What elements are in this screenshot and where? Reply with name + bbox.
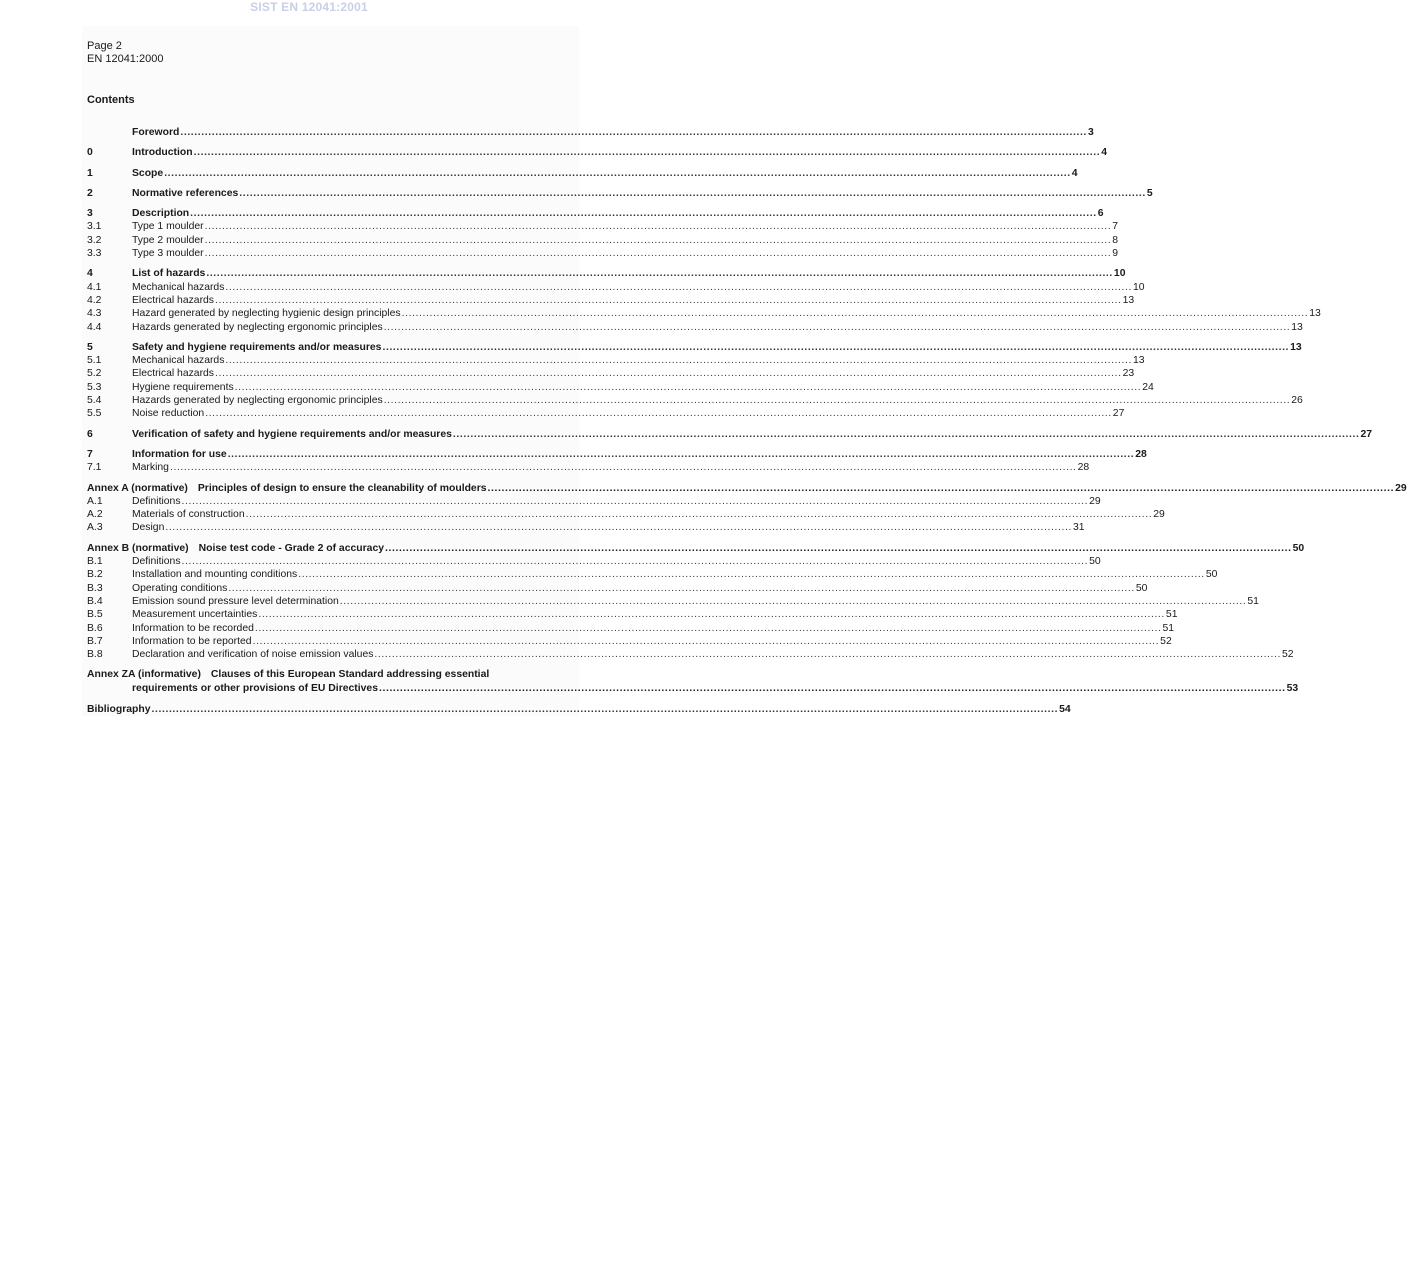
toc-entry[interactable]	[87, 582, 1148, 595]
toc-entry-title: List of hazards	[132, 268, 206, 280]
annex-heading-line	[87, 668, 570, 682]
toc-entry-number: A.2	[87, 509, 103, 521]
toc-entry-number: 3	[87, 208, 93, 220]
toc-entry-title: Information to be reported	[132, 635, 252, 647]
toc-entry[interactable]	[87, 234, 1118, 247]
toc-entry-title: Information for use	[132, 448, 227, 460]
toc-entry-title: Description	[132, 208, 190, 220]
toc-entry-page: 13	[1309, 308, 1321, 320]
toc-entry[interactable]	[87, 568, 1218, 581]
toc-entry-title: Electrical hazards	[132, 368, 215, 380]
annex-heading-line	[87, 682, 1299, 696]
toc-entry-number: 4.3	[87, 308, 102, 320]
annex-label: Annex B (normative)	[87, 542, 189, 554]
annex-heading[interactable]	[87, 668, 1299, 696]
dot-leader: ....................................................................................................................................................................................................................................................................	[339, 595, 1247, 607]
toc-entry[interactable]	[87, 394, 1303, 407]
toc-entry-title: Type 1 moulder	[132, 221, 204, 233]
page-header	[87, 40, 163, 66]
dot-leader: ....................................................................................................................................................................................................................................................................	[215, 294, 1122, 306]
dot-leader: ....................................................................................................................................................................................................................................................................	[385, 542, 1292, 554]
toc-entry-title: Design	[132, 522, 165, 534]
toc-entry-title: Bibliography	[87, 704, 151, 716]
toc-entry-page: 4	[1101, 147, 1107, 159]
toc-entry-page: 50	[1205, 569, 1218, 581]
toc-entry-number: 7.1	[87, 462, 102, 474]
annex-heading[interactable]	[87, 482, 1407, 495]
toc-entry[interactable]	[87, 407, 1125, 420]
toc-entry-page: 8	[1112, 234, 1118, 246]
toc-entry[interactable]	[87, 495, 1101, 508]
toc-entry-title: Noise reduction	[132, 408, 205, 420]
toc-entry-page: 6	[1097, 208, 1104, 220]
toc-entry[interactable]	[87, 307, 1321, 320]
toc-entry-title: Information to be recorded	[132, 622, 254, 634]
toc-entry[interactable]	[87, 294, 1135, 307]
dot-leader: ....................................................................................................................................................................................................................................................................	[254, 622, 1162, 634]
dot-leader: ....................................................................................................................................................................................................................................................................	[164, 167, 1071, 179]
toc-entry-title: Normative references	[132, 187, 239, 199]
toc-entry-title: Declaration and verification of noise emission values	[132, 649, 374, 661]
dot-leader: ....................................................................................................................................................................................................................................................................	[180, 127, 1087, 138]
toc-entry-number: 5.2	[87, 368, 102, 380]
toc-entry-page: 10	[1113, 268, 1126, 280]
toc-entry-title: Hygiene requirements	[132, 381, 234, 393]
dot-leader: ....................................................................................................................................................................................................................................................................	[452, 428, 1360, 440]
toc-entry-page: 54	[1059, 704, 1071, 716]
toc-entry-page: 10	[1133, 281, 1145, 293]
toc-entry-number: 1	[87, 167, 93, 179]
toc-entry-page: 5	[1146, 187, 1153, 199]
page-label: Page 2	[87, 40, 122, 52]
annex-title-continued: requirements or other provisions of EU Directives	[132, 683, 378, 695]
dot-leader: ....................................................................................................................................................................................................................................................................	[239, 187, 1146, 199]
dot-leader: ....................................................................................................................................................................................................................................................................	[225, 355, 1133, 367]
toc-entry-number: 3.2	[87, 234, 102, 246]
toc-entry[interactable]	[87, 281, 1145, 294]
toc-entry-number: 5.4	[87, 395, 102, 407]
dot-leader: ....................................................................................................................................................................................................................................................................	[204, 234, 1112, 246]
toc-entry-title: Emission sound pressure level determination	[132, 595, 339, 607]
toc-entry-number: 6	[87, 428, 93, 440]
annex-title: Noise test code - Grade 2 of accuracy	[198, 542, 384, 554]
toc-entry[interactable]	[87, 428, 1373, 441]
toc-entry-number: A.3	[87, 522, 103, 534]
dot-leader: ....................................................................................................................................................................................................................................................................	[258, 609, 1165, 621]
dot-leader: ....................................................................................................................................................................................................................................................................	[234, 381, 1142, 393]
toc-entry-title: Mechanical hazards	[132, 281, 225, 293]
toc-entry-title: Electrical hazards	[132, 294, 215, 306]
toc-entry[interactable]	[87, 461, 1090, 474]
toc-entry-title: Materials of construction	[132, 509, 245, 521]
toc-entry[interactable]	[87, 648, 1294, 661]
toc-entry-page: 24	[1142, 381, 1154, 393]
watermark: SIST EN 12041:2001	[250, 0, 368, 14]
annex-page: 53	[1286, 683, 1299, 695]
dot-leader: ....................................................................................................................................................................................................................................................................	[193, 147, 1101, 159]
toc-entry[interactable]	[87, 367, 1135, 380]
toc-entry[interactable]	[87, 354, 1145, 367]
dot-leader: ....................................................................................................................................................................................................................................................................	[181, 495, 1089, 507]
toc-entry-title: Hazard generated by neglecting hygienic design principles	[132, 308, 401, 320]
toc-entry-title: Installation and mounting conditions	[132, 569, 298, 581]
toc-entry-title: Measurement uncertainties	[132, 609, 258, 621]
toc-entry-number: 5	[87, 341, 93, 353]
standard-number: EN 12041:2000	[87, 53, 164, 65]
dot-leader: ....................................................................................................................................................................................................................................................................	[378, 683, 1286, 695]
dot-leader: ....................................................................................................................................................................................................................................................................	[227, 448, 1135, 460]
toc-entry[interactable]	[87, 167, 1078, 180]
toc-entry-title: Hazards generated by neglecting ergonomic principles	[132, 321, 383, 333]
toc-entry-title: Safety and hygiene requirements and/or measures	[132, 341, 382, 353]
toc-entry[interactable]	[87, 381, 1154, 394]
annex-heading[interactable]	[87, 542, 1305, 555]
toc-entry-number: 4.4	[87, 321, 102, 333]
toc-entry[interactable]	[87, 521, 1085, 534]
dot-leader: ....................................................................................................................................................................................................................................................................	[298, 569, 1205, 581]
annex-label: Annex A (normative)	[87, 482, 188, 494]
dot-leader: ....................................................................................................................................................................................................................................................................	[401, 308, 1309, 320]
dot-leader: ....................................................................................................................................................................................................................................................................	[206, 268, 1113, 280]
toc-entry-page: 27	[1360, 428, 1373, 440]
dot-leader: ....................................................................................................................................................................................................................................................................	[181, 556, 1089, 568]
toc-entry-number: B.6	[87, 622, 103, 634]
toc-entry[interactable]	[87, 608, 1178, 621]
toc-entry-number: 5.1	[87, 355, 102, 367]
annex-title: Principles of design to ensure the cleanability of moulders	[197, 482, 487, 494]
toc-entry-number: B.1	[87, 556, 103, 568]
toc-entry[interactable]	[87, 622, 1175, 635]
dot-leader: ....................................................................................................................................................................................................................................................................	[245, 509, 1153, 521]
toc-entry-number: 7	[87, 448, 93, 460]
toc-entry[interactable]	[87, 595, 1259, 608]
dot-leader: ....................................................................................................................................................................................................................................................................	[374, 649, 1282, 661]
toc-entry-title: Hazards generated by neglecting ergonomic principles	[132, 395, 383, 407]
toc-entry[interactable]	[87, 146, 1107, 159]
toc-entry-page: 50	[1135, 582, 1148, 594]
toc-entry-title: Definitions	[132, 556, 181, 568]
toc-entry-page: 50	[1089, 556, 1101, 568]
dot-leader: ....................................................................................................................................................................................................................................................................	[383, 395, 1291, 407]
toc-entry-title: Type 3 moulder	[132, 248, 204, 260]
dot-leader: ....................................................................................................................................................................................................................................................................	[204, 221, 1112, 233]
toc-entry-page: 13	[1122, 294, 1135, 306]
toc-entry[interactable]	[87, 247, 1118, 260]
toc-entry[interactable]	[87, 187, 1153, 200]
toc-entry[interactable]	[87, 267, 1126, 280]
toc-entry-title: Foreword	[132, 127, 180, 138]
toc-entry-page: 51	[1165, 609, 1178, 621]
dot-leader: ....................................................................................................................................................................................................................................................................	[165, 522, 1072, 534]
toc-entry-number: 0	[87, 147, 93, 159]
toc-entry-number: A.1	[87, 495, 103, 507]
toc-entry-page: 13	[1133, 355, 1145, 367]
contents-heading: Contents	[87, 94, 135, 106]
toc-entry-page: 26	[1291, 395, 1303, 407]
toc-entry-title: Verification of safety and hygiene requirements and/or measures	[132, 428, 452, 440]
toc-entry-number: B.4	[87, 595, 103, 607]
toc-entry-page: 7	[1112, 221, 1118, 233]
toc-entry-page: 13	[1291, 321, 1303, 333]
toc-entry-title: Operating conditions	[132, 582, 228, 594]
toc-entry[interactable]	[87, 220, 1118, 233]
toc-entry-title: Scope	[132, 167, 164, 179]
toc-entry-title: Mechanical hazards	[132, 355, 225, 367]
dot-leader: ....................................................................................................................................................................................................................................................................	[487, 482, 1395, 494]
toc-entry-number: 3.1	[87, 221, 102, 233]
table-of-contents	[87, 126, 1407, 717]
toc-entry[interactable]	[87, 508, 1165, 521]
annex-title: Clauses of this European Standard addressing essential	[210, 669, 490, 681]
toc-entry[interactable]	[87, 703, 1071, 716]
toc-entry-page: 28	[1077, 462, 1090, 474]
toc-entry-number: 3.3	[87, 248, 102, 260]
toc-entry-title: Definitions	[132, 495, 181, 507]
annex-page: 29	[1395, 482, 1407, 494]
toc-entry-page: 13	[1290, 341, 1302, 353]
dot-leader: ....................................................................................................................................................................................................................................................................	[228, 582, 1135, 594]
dot-leader: ....................................................................................................................................................................................................................................................................	[169, 462, 1077, 474]
toc-entry-number: B.5	[87, 609, 103, 621]
toc-entry[interactable]	[87, 341, 1302, 354]
toc-entry[interactable]	[87, 448, 1147, 461]
toc-entry-title: Marking	[132, 462, 169, 474]
toc-entry-page: 29	[1089, 495, 1101, 507]
toc-entry-number: B.2	[87, 569, 103, 581]
toc-entry-number: 4.1	[87, 281, 102, 293]
toc-entry-page: 52	[1282, 649, 1294, 661]
toc-entry-page: 23	[1122, 368, 1135, 380]
dot-leader: ....................................................................................................................................................................................................................................................................	[383, 321, 1291, 333]
toc-entry-number: B.3	[87, 582, 103, 594]
toc-entry-number: B.7	[87, 635, 103, 647]
toc-entry-page: 27	[1112, 408, 1125, 420]
toc-entry-page: 9	[1112, 248, 1118, 260]
toc-entry[interactable]	[87, 635, 1172, 648]
toc-entry-number: B.8	[87, 649, 103, 661]
toc-entry-number: 2	[87, 187, 93, 199]
toc-entry-page: 51	[1162, 622, 1175, 634]
dot-leader: ....................................................................................................................................................................................................................................................................	[205, 408, 1112, 420]
dot-leader: ....................................................................................................................................................................................................................................................................	[190, 208, 1097, 220]
toc-entry-page: 51	[1247, 595, 1259, 607]
toc-entry-title: Introduction	[132, 147, 193, 159]
dot-leader: ....................................................................................................................................................................................................................................................................	[252, 635, 1160, 647]
dot-leader: ....................................................................................................................................................................................................................................................................	[204, 248, 1112, 260]
toc-entry[interactable]	[87, 207, 1104, 220]
dot-leader: ....................................................................................................................................................................................................................................................................	[225, 281, 1133, 293]
annex-page: 50	[1292, 542, 1305, 554]
dot-leader: ....................................................................................................................................................................................................................................................................	[382, 341, 1290, 353]
toc-entry-page: 52	[1160, 635, 1172, 647]
toc-entry-title: Type 2 moulder	[132, 234, 204, 246]
toc-entry-number: 4	[87, 268, 93, 280]
annex-label: Annex ZA (informative)	[87, 669, 201, 681]
toc-entry-page: 3	[1087, 127, 1094, 138]
dot-leader: ....................................................................................................................................................................................................................................................................	[215, 368, 1122, 380]
dot-leader: ....................................................................................................................................................................................................................................................................	[151, 704, 1059, 716]
toc-entry-number: 5.5	[87, 408, 102, 420]
toc-entry[interactable]	[87, 126, 1094, 139]
toc-entry-page: 31	[1072, 522, 1085, 534]
toc-entry-page: 4	[1071, 167, 1078, 179]
toc-entry-number: 4.2	[87, 294, 102, 306]
toc-entry-page: 28	[1135, 448, 1147, 460]
toc-entry[interactable]	[87, 321, 1303, 334]
toc-entry-number: 5.3	[87, 381, 102, 393]
toc-entry-page: 29	[1153, 509, 1165, 521]
toc-entry[interactable]	[87, 555, 1101, 568]
